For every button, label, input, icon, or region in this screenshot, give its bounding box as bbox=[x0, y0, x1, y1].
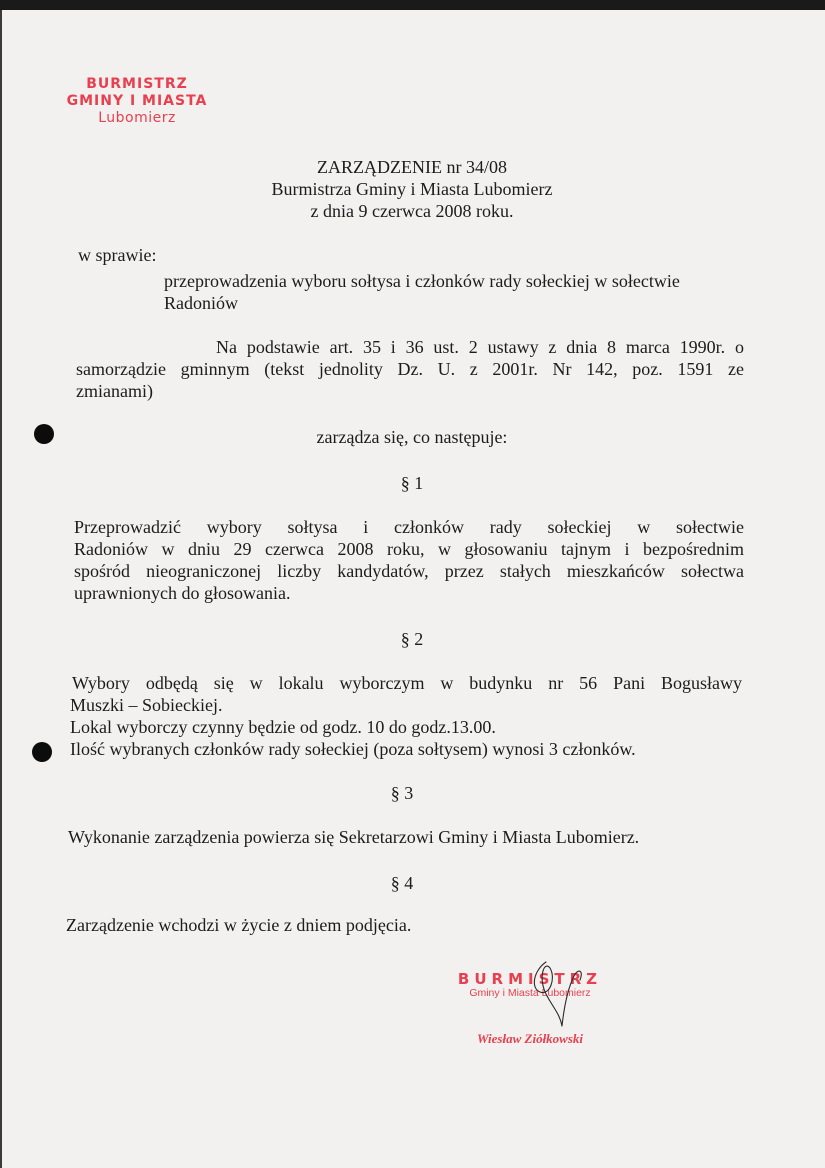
section-4-line-1: Zarządzenie wchodzi w życie z dniem podjęcia. bbox=[66, 915, 412, 935]
section-1-line-1: Przeprowadzić wybory sołtysa i członków rady sołeckiej w sołectwie bbox=[74, 517, 744, 537]
legal-basis-line-2: samorządzie gminnym (tekst jednolity Dz. U. z 2001r. Nr 142, poz. 1591 ze bbox=[76, 359, 744, 379]
section-2-line-2: Muszki – Sobieckiej. bbox=[70, 695, 223, 715]
section-3-heading: § 3 bbox=[390, 783, 414, 803]
punch-hole-top bbox=[34, 424, 54, 444]
signature-stamp-subtitle: Gminy i Miasta Lubomierz bbox=[469, 987, 591, 999]
section-1-heading: § 1 bbox=[400, 473, 424, 493]
decree-statement: zarządza się, co następuje: bbox=[316, 427, 508, 447]
subject-line-2: Radoniów bbox=[164, 293, 238, 313]
legal-basis-line-1: Na podstawie art. 35 i 36 ust. 2 ustawy z dnia 8 marca 1990r. o bbox=[216, 337, 744, 357]
section-2-line-4: Ilość wybranych członków rady sołeckiej (poza sołtysem) wynosi 3 członków. bbox=[70, 739, 636, 759]
subject-label: w sprawie: bbox=[78, 245, 157, 265]
document-issuer: Burmistrza Gminy i Miasta Lubomierz bbox=[271, 179, 553, 199]
stamp-line-1: BURMISTRZ bbox=[86, 76, 188, 92]
signature-stamp-title: BURMISTRZ bbox=[457, 970, 603, 988]
section-1-line-2: Radoniów w dniu 29 czerwca 2008 roku, w głosowaniu tajnym i bezpośrednim bbox=[74, 539, 744, 559]
section-4-heading: § 4 bbox=[390, 873, 414, 893]
stamp-line-2: GMINY I MIASTA bbox=[66, 93, 208, 109]
handwritten-signature bbox=[516, 948, 596, 1030]
punch-hole-bottom bbox=[32, 742, 52, 762]
section-2-line-1: Wybory odbędą się w lokalu wyborczym w budynku nr 56 Pani Bogusławy bbox=[72, 673, 742, 693]
document-title: ZARZĄDZENIE nr 34/08 bbox=[317, 157, 507, 177]
mayor-stamp-header bbox=[58, 76, 216, 127]
document-date: z dnia 9 czerwca 2008 roku. bbox=[310, 201, 514, 221]
section-2-heading: § 2 bbox=[400, 629, 424, 649]
section-1-line-3: spośród nieograniczonej liczby kandydatów, przez stałych mieszkańców sołectwa bbox=[74, 561, 744, 581]
section-2-line-3: Lokal wyborczy czynny będzie od godz. 10 do godz.13.00. bbox=[70, 717, 496, 737]
stamp-line-3: Lubomierz bbox=[98, 110, 176, 126]
legal-basis-line-3: zmianami) bbox=[76, 381, 153, 401]
section-1-line-4: uprawnionych do głosowania. bbox=[74, 583, 291, 603]
section-3-line-1: Wykonanie zarządzenia powierza się Sekretarzowi Gminy i Miasta Lubomierz. bbox=[68, 827, 640, 847]
subject-line-1: przeprowadzenia wyboru sołtysa i członków rady sołeckiej w sołectwie bbox=[164, 271, 680, 291]
document-page bbox=[0, 10, 825, 1168]
signatory-name: Wiesław Ziółkowski bbox=[476, 1031, 584, 1046]
